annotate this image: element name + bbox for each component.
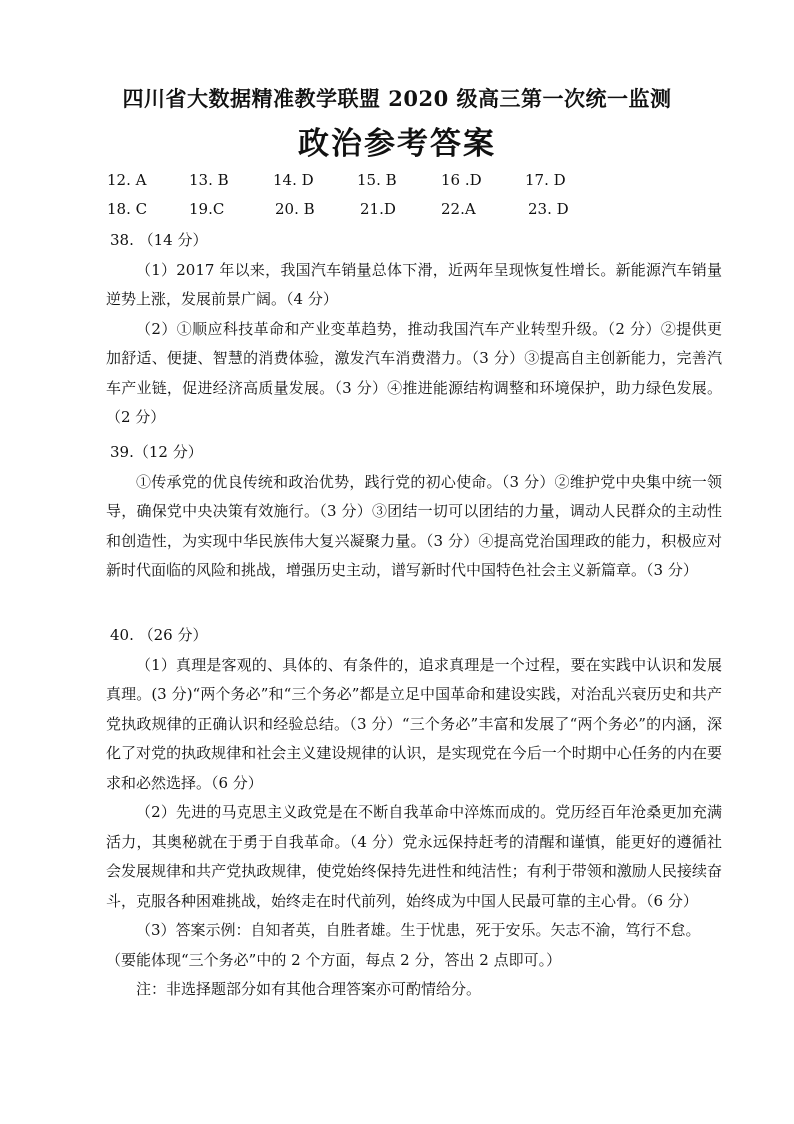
- mcq-answer: 14. D: [273, 171, 314, 189]
- mcq-answer: 12. A: [107, 171, 147, 189]
- mcq-answer: 22.A: [441, 200, 476, 218]
- mcq-answer: 18. C: [107, 200, 148, 218]
- mcq-answer: 21.D: [360, 200, 396, 218]
- question-40-heading: 40. （26 分）: [110, 626, 208, 644]
- mcq-answer: 13. B: [189, 171, 229, 189]
- mcq-answer: 15. B: [357, 171, 397, 189]
- document-title: 四川省大数据精准教学联盟 2020 级高三第一次统一监测: [122, 86, 672, 111]
- mcq-answer: 16 .D: [441, 171, 482, 189]
- grading-footnote: 注：非选择题部分如有其他合理答案亦可酌情给分。: [136, 980, 482, 998]
- question-40-answer-1: （1）真理是客观的、具体的、有条件的，追求真理是一个过程，要在实践中认识和发展真理。(3 分)“两个务必”和“三个务必”都是立足中国革命和建设实践，对治乱兴衰历史和共产党执政规律的正确认识和经验总结。（3 分）“三个务必”丰富和发展了“两个务必”的内涵，深化了对党的执政规律和社会主义建设规律的认识，是实现党在今后一个时期中心任务的内在要求和必然选择。（6 分）: [106, 655, 722, 792]
- mcq-answer-row-2: [0, 197, 794, 221]
- question-40-answer-3: （3）答案示例：自知者英，自胜者雄。生于忧患，死于安乐。矢志不渝，笃行不怠。: [136, 921, 701, 939]
- question-39: [106, 438, 722, 586]
- document-subtitle: 政治参考答案: [298, 126, 496, 162]
- question-39-heading: 39.（12 分）: [110, 443, 203, 461]
- mcq-answer-row-1: [0, 168, 794, 192]
- mcq-answer: 19.C: [189, 200, 225, 218]
- mcq-answer: 20. B: [275, 200, 315, 218]
- question-40-answer-3-note: （要能体现“三个务必”中的 2 个方面，每点 2 分，答出 2 点即可。）: [106, 950, 562, 969]
- question-38-heading: 38. （14 分）: [110, 231, 208, 249]
- mcq-answer: 23. D: [528, 200, 569, 218]
- question-40: [106, 621, 722, 1005]
- question-38-answer-2: （2）①顺应科技革命和产业变革趋势，推动我国汽车产业转型升级。（2 分）②提供更加舒适、便捷、智慧的消费体验，激发汽车消费潜力。（3 分）③提高自主创新能力，完善汽车产业链，促进经济高质量发展。（3 分）④推进能源结构调整和环境保护，助力绿色发展。（2 分）: [106, 319, 722, 426]
- question-40-answer-2: （2）先进的马克思主义政党是在不断自我革命中淬炼而成的。党历经百年沧桑更加充满活力，其奥秘就在于勇于自我革命。（4 分）党永远保持赶考的清醒和谨慎，能更好的遵循社会发展规律和共产党执政规律，使党始终保持先进性和纯洁性；有利于带领和激励人民接续奋斗，克服各种困难挑战，始终走在时代前列，始终成为中国人民最可靠的主心骨。（6 分）: [106, 803, 722, 910]
- question-39-answer: ①传承党的优良传统和政治优势，践行党的初心使命。（3 分）②维护党中央集中统一领导，确保党中央决策有效施行。（3 分）③团结一切可以团结的力量，调动人民群众的主动性和创造性，为实现中华民族伟大复兴凝聚力量。（3 分）④提高党治国理政的能力，积极应对新时代面临的风险和挑战，增强历史主动，谱写新时代中国特色社会主义新篇章。（3 分）: [106, 472, 722, 579]
- question-38-answer-1: （1）2017 年以来，我国汽车销量总体下滑，近两年呈现恢复性增长。新能源汽车销量逆势上涨，发展前景广阔。（4 分）: [106, 260, 722, 308]
- question-38: [106, 226, 722, 433]
- mcq-answer: 17. D: [525, 171, 566, 189]
